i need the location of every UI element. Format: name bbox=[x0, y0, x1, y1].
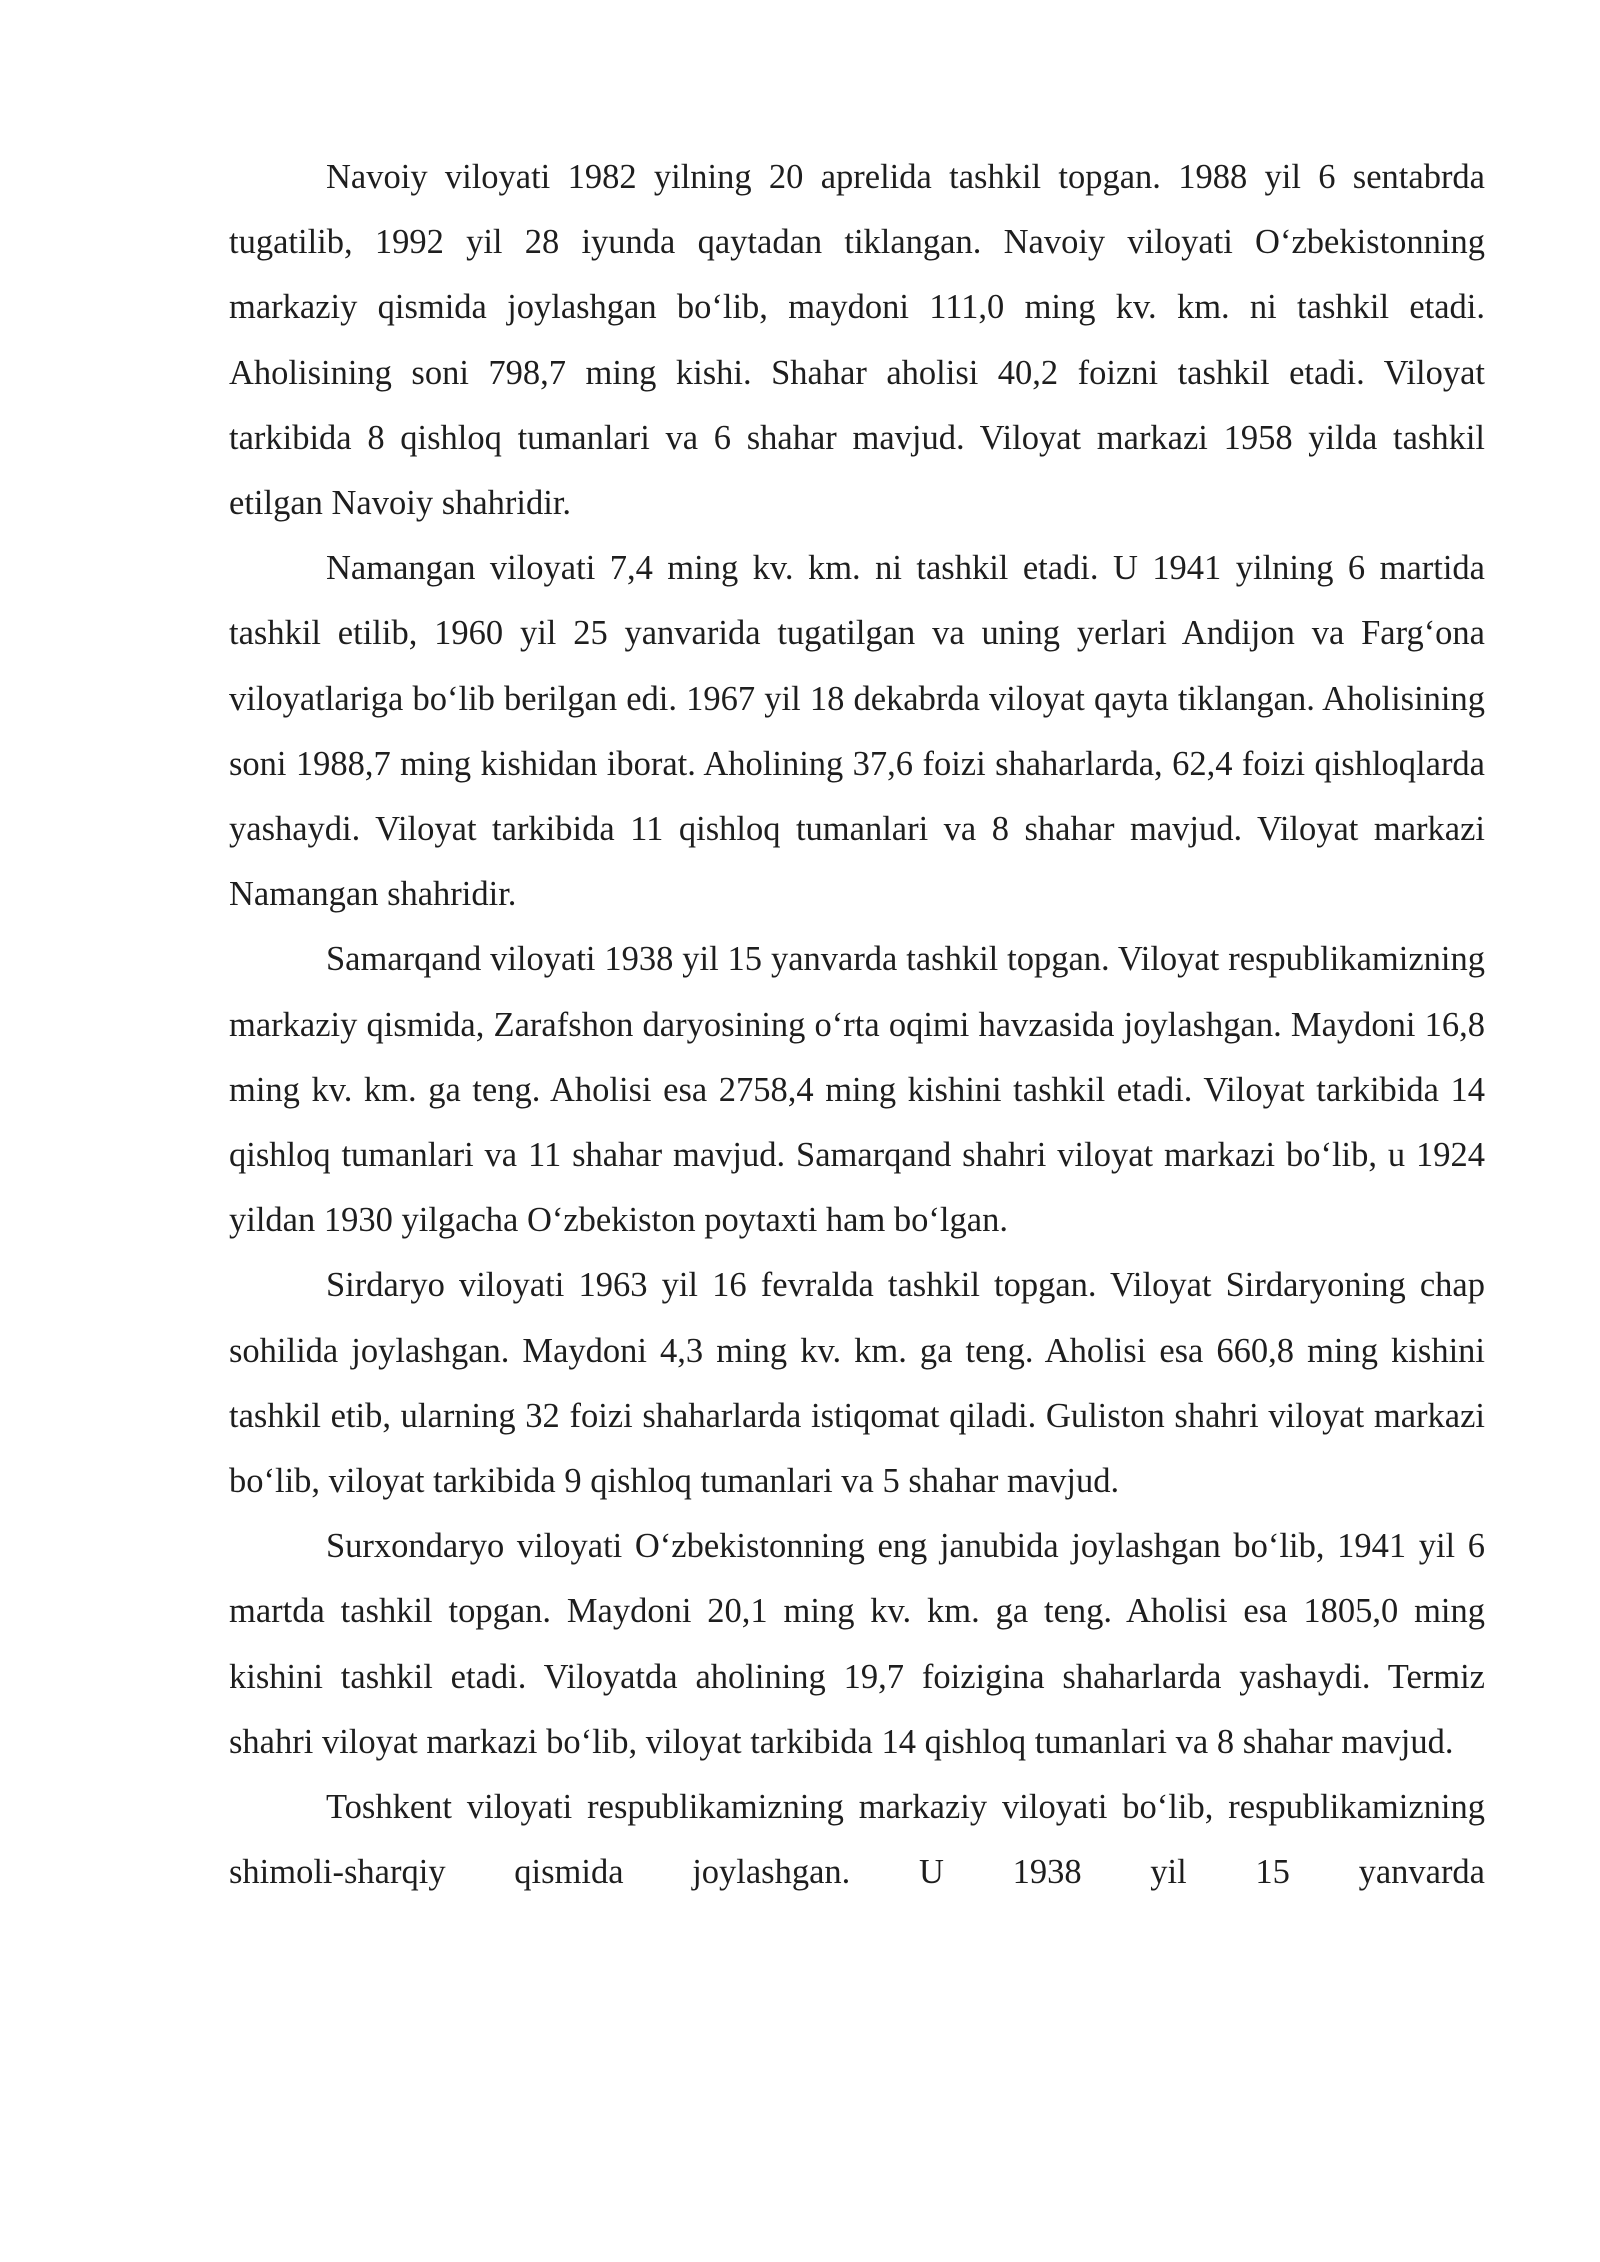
paragraph-navoiy: Navoiy viloyati 1982 yilning 20 aprelida tashkil topgan. 1988 yil 6 sentabrda tugatilib, 1992 yil 28 iyunda qaytadan tiklangan. Navoiy viloyati O‘zbekistonning markaziy qismida joylashgan bo‘lib, maydoni 111,0 ming kv. km. ni tashkil etadi. Aholisining soni 798,7 ming kishi. Shahar aholisi 40,2 foizni tashkil etadi. Viloyat tarkibida 8 qishloq tumanlari va 6 shahar mavjud. Viloyat markazi 1958 yilda tashkil etilgan Navoiy shahridir. bbox=[229, 158, 1485, 523]
paragraph-surxondaryo: Surxondaryo viloyati O‘zbekistonning eng janubida joylashgan bo‘lib, 1941 yil 6 martda tashkil topgan. Maydoni 20,1 ming kv. km. ga teng. Aholisi esa 1805,0 ming kishini tashkil etadi. Viloyatda aholining 19,7 foizigina shaharlarda yashaydi. Termiz shahri viloyat markazi bo‘lib, viloyat tarkibida 14 qishloq tumanlari va 8 shahar mavjud. bbox=[229, 1527, 1485, 1761]
paragraph-samarqand: Samarqand viloyati 1938 yil 15 yanvarda tashkil topgan. Viloyat respublikamizning markaziy qismida, Zarafshon daryosining o‘rta oqimi havzasida joylashgan. Maydoni 16,8 ming kv. km. ga teng. Aholisi esa 2758,4 ming kishini tashkil etadi. Viloyat tarkibida 14 qishloq tumanlari va 11 shahar mavjud. Samarqand shahri viloyat markazi bo‘lib, u 1924 yildan 1930 yilgacha O‘zbekiston poytaxti ham bo‘lgan. bbox=[229, 940, 1485, 1240]
paragraph-toshkent: Toshkent viloyati respublikamizning markaziy viloyati bo‘lib, respublikamizning shimoli-sharqiy qismida joylashgan. U 1938 yil 15 yanvarda bbox=[229, 1788, 1485, 1892]
document-body bbox=[229, 145, 1485, 1905]
paragraph-sirdaryo: Sirdaryo viloyati 1963 yil 16 fevralda tashkil topgan. Viloyat Sirdaryoning chap sohilida joylashgan. Maydoni 4,3 ming kv. km. ga teng. Aholisi esa 660,8 ming kishini tashkil etib, ularning 32 foizi shaharlarda istiqomat qiladi. Guliston shahri viloyat markazi bo‘lib, viloyat tarkibida 9 qishloq tumanlari va 5 shahar mavjud. bbox=[229, 1266, 1485, 1501]
paragraph-namangan: Namangan viloyati 7,4 ming kv. km. ni tashkil etadi. U 1941 yilning 6 martida tashkil etilib, 1960 yil 25 yanvarida tugatilgan va uning yerlari Andijon va Farg‘ona viloyatlariga bo‘lib berilgan edi. 1967 yil 18 dekabrda viloyat qayta tiklangan. Aholisining soni 1988,7 ming kishidan iborat. Aholining 37,6 foizi shaharlarda, 62,4 foizi qishloqlarda yashaydi. Viloyat tarkibida 11 qishloq tumanlari va 8 shahar mavjud. Viloyat markazi Namangan shahridir. bbox=[229, 549, 1485, 914]
